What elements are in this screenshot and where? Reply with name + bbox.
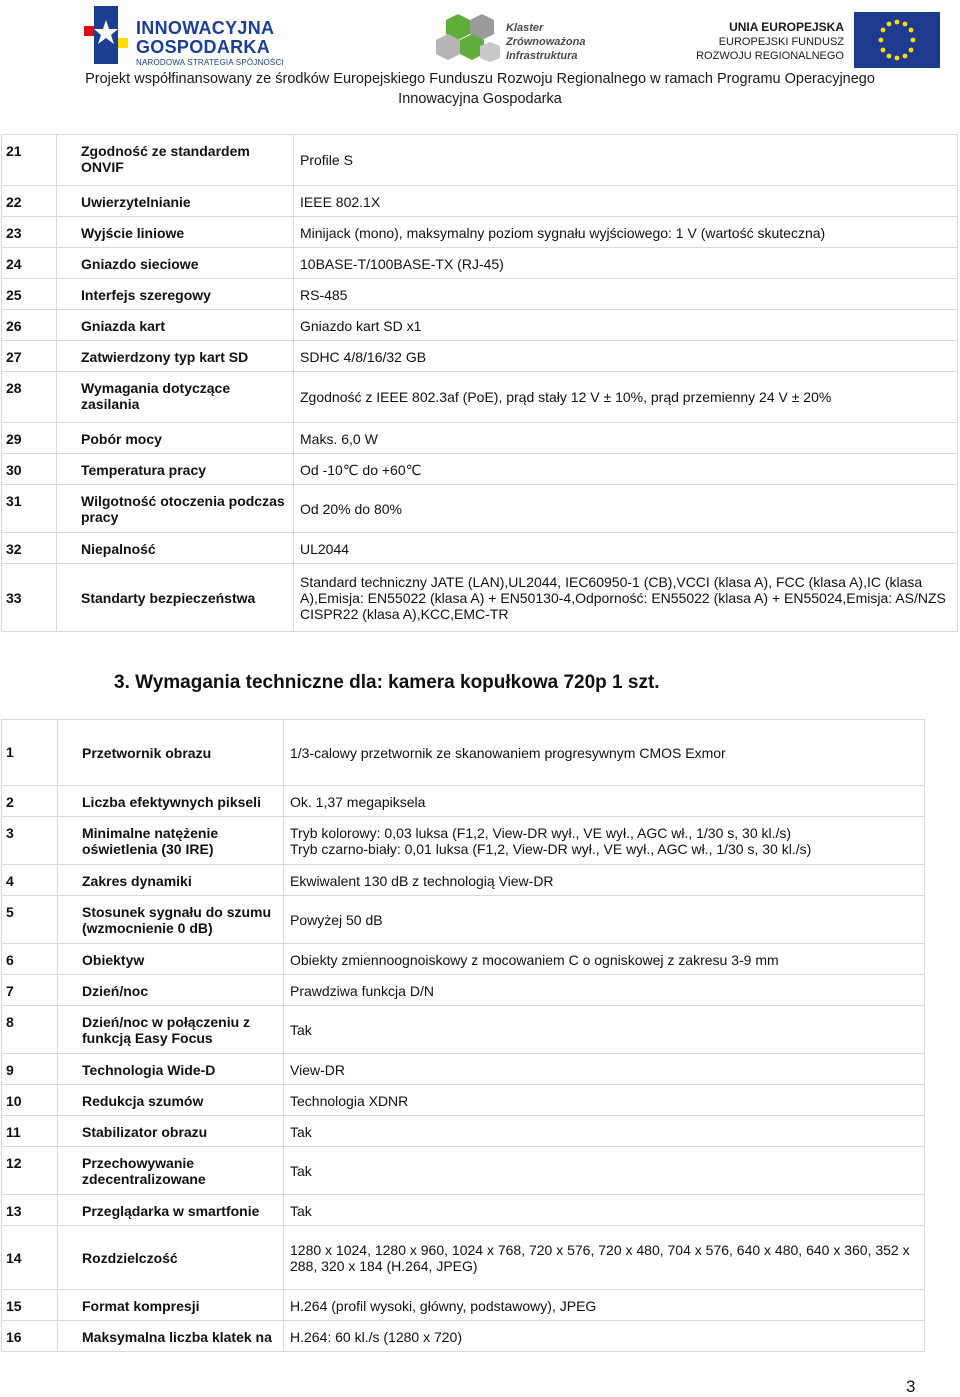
row-label: Zgodność ze standardem ONVIF	[57, 135, 294, 186]
table-row	[2, 135, 958, 186]
row-value: Ekwiwalent 130 dB z technologią View-DR	[284, 865, 925, 896]
row-value: UL2044	[294, 533, 958, 564]
table-row	[2, 1006, 925, 1054]
row-value-line1: Tryb kolorowy: 0,03 luksa (F1,2, View-DR wył., VE wył., AGC wł., 1/30 s, 30 kl./s)	[290, 825, 792, 841]
row-number: 11	[2, 1116, 58, 1147]
row-value: Technologia XDNR	[284, 1085, 925, 1116]
table-row	[2, 423, 958, 454]
row-label: Przeglądarka w smartfonie	[58, 1195, 284, 1226]
table-row	[2, 865, 925, 896]
row-number: 32	[2, 533, 57, 564]
row-value	[284, 817, 925, 865]
ig-logo-line1: INNOWACYJNA	[136, 18, 275, 38]
table-row	[2, 1116, 925, 1147]
row-value: Profile S	[294, 135, 958, 186]
row-value: Gniazdo kart SD x1	[294, 310, 958, 341]
row-value: 1280 x 1024, 1280 x 960, 1024 x 768, 720 x 576, 720 x 480, 704 x 576, 640 x 480, 640 x 360, 352 x 288, 320 x 184 (H.264, JPEG)	[284, 1226, 925, 1290]
table-row	[2, 248, 958, 279]
row-number: 2	[2, 786, 58, 817]
klaster-hexagons-icon	[436, 14, 502, 68]
row-value: Zgodność z IEEE 802.3af (PoE), prąd stały 12 V ± 10%, prąd przemienny 24 V ± 20%	[294, 372, 958, 423]
row-value: Od -10℃ do +60℃	[294, 454, 958, 485]
row-value: Prawdziwa funkcja D/N	[284, 975, 925, 1006]
row-number: 28	[2, 372, 57, 423]
row-number: 5	[2, 896, 58, 944]
table-row	[2, 1290, 925, 1321]
row-number: 33	[2, 564, 57, 632]
table-row	[2, 485, 958, 533]
table-row	[2, 1195, 925, 1226]
table-row	[2, 372, 958, 423]
row-value: 10BASE-T/100BASE-TX (RJ-45)	[294, 248, 958, 279]
row-number: 23	[2, 217, 57, 248]
klaster-logo	[436, 14, 596, 70]
table-row	[2, 1054, 925, 1085]
row-value: SDHC 4/8/16/32 GB	[294, 341, 958, 372]
klaster-line3: Infrastruktura	[506, 50, 578, 62]
table-row	[2, 279, 958, 310]
row-label: Zatwierdzony typ kart SD	[57, 341, 294, 372]
row-value: Maks. 6,0 W	[294, 423, 958, 454]
row-number: 10	[2, 1085, 58, 1116]
row-value: Minijack (mono), maksymalny poziom sygnału wyjściowego: 1 V (wartość skuteczna)	[294, 217, 958, 248]
row-label: Wyjście liniowe	[57, 217, 294, 248]
row-value: Tak	[284, 1195, 925, 1226]
row-number: 3	[2, 817, 58, 865]
ig-star-icon	[84, 6, 128, 64]
row-label: Rozdzielczość	[58, 1226, 284, 1290]
row-label: Przetwornik obrazu	[58, 720, 284, 786]
row-label: Zakres dynamiki	[58, 865, 284, 896]
row-number: 15	[2, 1290, 58, 1321]
row-label: Uwierzytelnianie	[57, 186, 294, 217]
row-label: Gniazda kart	[57, 310, 294, 341]
innowacyjna-gospodarka-logo	[84, 6, 284, 66]
row-label: Stabilizator obrazu	[58, 1116, 284, 1147]
ue-logo	[696, 12, 940, 68]
spec-table-1	[1, 134, 958, 632]
row-number: 12	[2, 1147, 58, 1195]
row-value: Tak	[284, 1006, 925, 1054]
table-row	[2, 564, 958, 632]
row-label: Interfejs szeregowy	[57, 279, 294, 310]
row-number: 21	[2, 135, 57, 186]
page-number: 3	[906, 1377, 916, 1396]
row-value: Od 20% do 80%	[294, 485, 958, 533]
table-row	[2, 533, 958, 564]
row-label: Wymagania dotyczące zasilania	[57, 372, 294, 423]
row-value: View-DR	[284, 1054, 925, 1085]
ue-line1: UNIA EUROPEJSKA	[729, 20, 844, 34]
page-header	[0, 0, 960, 112]
row-value: Tak	[284, 1147, 925, 1195]
row-value: Tak	[284, 1116, 925, 1147]
row-label: Dzień/noc w połączeniu z funkcją Easy Focus	[58, 1006, 284, 1054]
row-number: 26	[2, 310, 57, 341]
row-number: 1	[2, 720, 58, 786]
row-number: 8	[2, 1006, 58, 1054]
row-number: 25	[2, 279, 57, 310]
spec-table-2	[1, 719, 925, 1352]
row-number: 6	[2, 944, 58, 975]
row-number: 27	[2, 341, 57, 372]
ue-line2: EUROPEJSKI FUNDUSZ	[718, 36, 844, 48]
ue-line3: ROZWOJU REGIONALNEGO	[696, 50, 844, 62]
row-label: Pobór mocy	[57, 423, 294, 454]
row-label: Minimalne natężenie oświetlenia (30 IRE)	[58, 817, 284, 865]
ig-logo-line2: GOSPODARKA	[136, 37, 271, 57]
row-number: 13	[2, 1195, 58, 1226]
row-number: 24	[2, 248, 57, 279]
row-value: Standard techniczny JATE (LAN),UL2044, IEC60950-1 (CB),VCCI (klasa A), FCC (klasa A),IC (klasa A),Emisja: EN55022 (klasa A) + EN50130-4,Odporność: EN55022 (klasa A) + EN55024,Emisja: AS/NZS CISPR22 (klasa A),KCC,EMC-TR	[294, 564, 958, 632]
row-number: 4	[2, 865, 58, 896]
row-number: 31	[2, 485, 57, 533]
table-row	[2, 1085, 925, 1116]
row-label: Format kompresji	[58, 1290, 284, 1321]
row-label: Obiektyw	[58, 944, 284, 975]
table-row	[2, 1147, 925, 1195]
row-label: Dzień/noc	[58, 975, 284, 1006]
row-value: Powyżej 50 dB	[284, 896, 925, 944]
row-number: 7	[2, 975, 58, 1006]
eu-flag-icon	[854, 12, 940, 68]
row-label: Stosunek sygnału do szumu (wzmocnienie 0 dB)	[58, 896, 284, 944]
table-row	[2, 1226, 925, 1290]
row-value: Obiekty zmiennoognoiskowy z mocowaniem C o ogniskowej z zakresu 3-9 mm	[284, 944, 925, 975]
klaster-line2: Zrównoważona	[506, 36, 586, 48]
row-number: 30	[2, 454, 57, 485]
table-row	[2, 186, 958, 217]
table-row	[2, 1321, 925, 1352]
row-value: H.264: 60 kl./s (1280 x 720)	[284, 1321, 925, 1352]
row-label: Gniazdo sieciowe	[57, 248, 294, 279]
row-value-line2: Tryb czarno-biały: 0,01 luksa (F1,2, View-DR wył., VE wył., AGC wł., 1/30 s, 30 kl./s)	[290, 841, 812, 857]
row-value: IEEE 802.1X	[294, 186, 958, 217]
row-number: 14	[2, 1226, 58, 1290]
row-label: Wilgotność otoczenia podczas pracy	[57, 485, 294, 533]
ig-logo-line3: NARODOWA STRATEGIA SPÓJNOŚCI	[136, 58, 284, 67]
row-label: Temperatura pracy	[57, 454, 294, 485]
row-label: Technologia Wide-D	[58, 1054, 284, 1085]
row-label: Standarty bezpieczeństwa	[57, 564, 294, 632]
row-value: Ok. 1,37 megapiksela	[284, 786, 925, 817]
project-info-line1: Projekt współfinansowany ze środków Europejskiego Funduszu Rozwoju Regionalnego w ramach Programu Operacyjnego	[85, 71, 875, 87]
row-number: 16	[2, 1321, 58, 1352]
row-value: RS-485	[294, 279, 958, 310]
table-row	[2, 310, 958, 341]
row-label: Maksymalna liczba klatek na	[58, 1321, 284, 1352]
table-row	[2, 720, 925, 786]
table-row	[2, 975, 925, 1006]
row-label: Liczba efektywnych pikseli	[58, 786, 284, 817]
table-row	[2, 217, 958, 248]
row-number: 29	[2, 423, 57, 454]
row-label: Niepalność	[57, 533, 294, 564]
row-label: Przechowywanie zdecentralizowane	[58, 1147, 284, 1195]
section-title: 3. Wymagania techniczne dla: kamera kopułkowa 720p 1 szt.	[114, 672, 660, 693]
row-number: 9	[2, 1054, 58, 1085]
table-row	[2, 944, 925, 975]
row-value: H.264 (profil wysoki, główny, podstawowy), JPEG	[284, 1290, 925, 1321]
table-row	[2, 341, 958, 372]
row-value: 1/3-calowy przetwornik ze skanowaniem progresywnym CMOS Exmor	[284, 720, 925, 786]
table-row	[2, 454, 958, 485]
table-row	[2, 896, 925, 944]
table-row	[2, 817, 925, 865]
row-number: 22	[2, 186, 57, 217]
table-row	[2, 786, 925, 817]
project-info-line2: Innowacyjna Gospodarka	[398, 91, 562, 107]
row-label: Redukcja szumów	[58, 1085, 284, 1116]
klaster-line1: Klaster	[506, 22, 544, 34]
